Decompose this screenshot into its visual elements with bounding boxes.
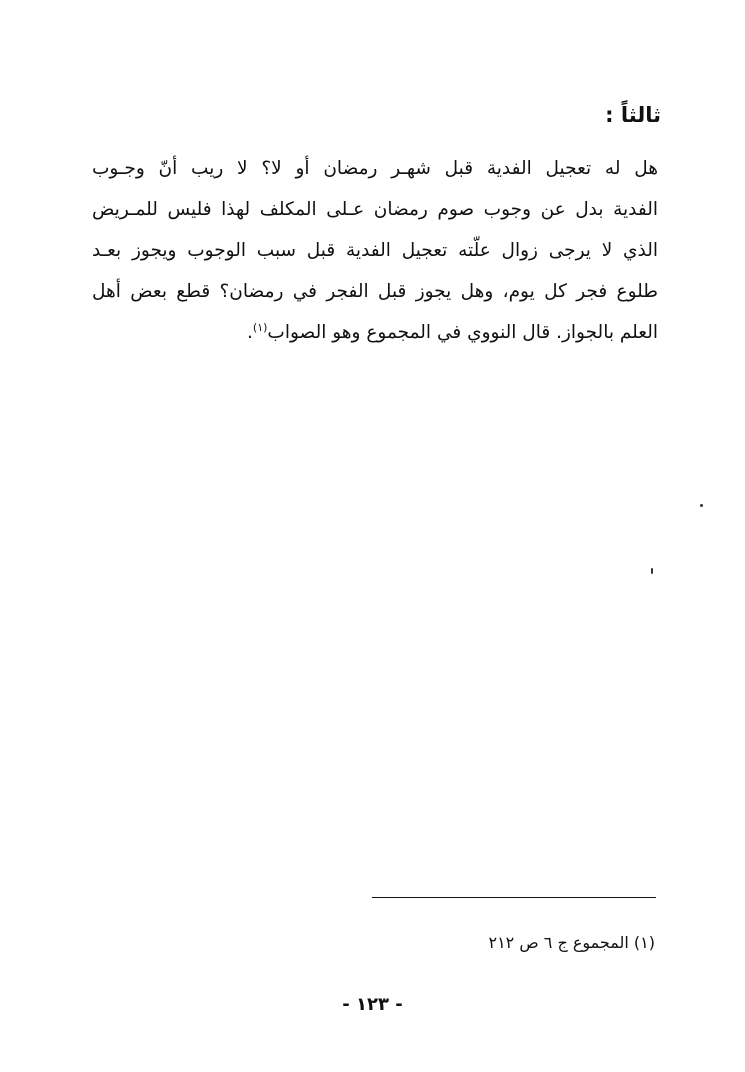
paragraph-line-2: الفدية بدل عن وجوب صوم رمضان عـلى المكلف لهذا فليس للمـريض <box>92 199 658 220</box>
final-period: . <box>247 322 253 343</box>
paragraph-line-4: طلوع فجر كل يوم، وهل يجوز قبل الفجر في رمضان؟ قطع بعض أهل <box>92 281 658 302</box>
footnote-divider <box>372 897 656 898</box>
paragraph-line-3: الذي لا يرجى زوال علّته تعجيل الفدية قبل سبب الوجوب ويجوز بعـد <box>92 240 658 261</box>
footnote-text: (١) المجموع ج ٦ ص ٢١٢ <box>488 933 655 952</box>
section-heading: ثالثاً : <box>605 103 661 127</box>
body-paragraph <box>92 148 658 353</box>
paragraph-line-5-text: العلم بالجواز. قال النووي في المجموع وهو الصواب <box>267 322 658 343</box>
scan-speck <box>651 568 653 574</box>
page-number: - ١٢٣ - <box>342 994 403 1015</box>
paragraph-line-5 <box>92 312 658 353</box>
footnote-reference: (١) <box>252 320 268 334</box>
scan-speck <box>700 504 703 507</box>
paragraph-line-1: هل له تعجيل الفدية قبل شهـر رمضان أو لا؟ لا ريب أنّ وجـوب <box>92 158 658 179</box>
